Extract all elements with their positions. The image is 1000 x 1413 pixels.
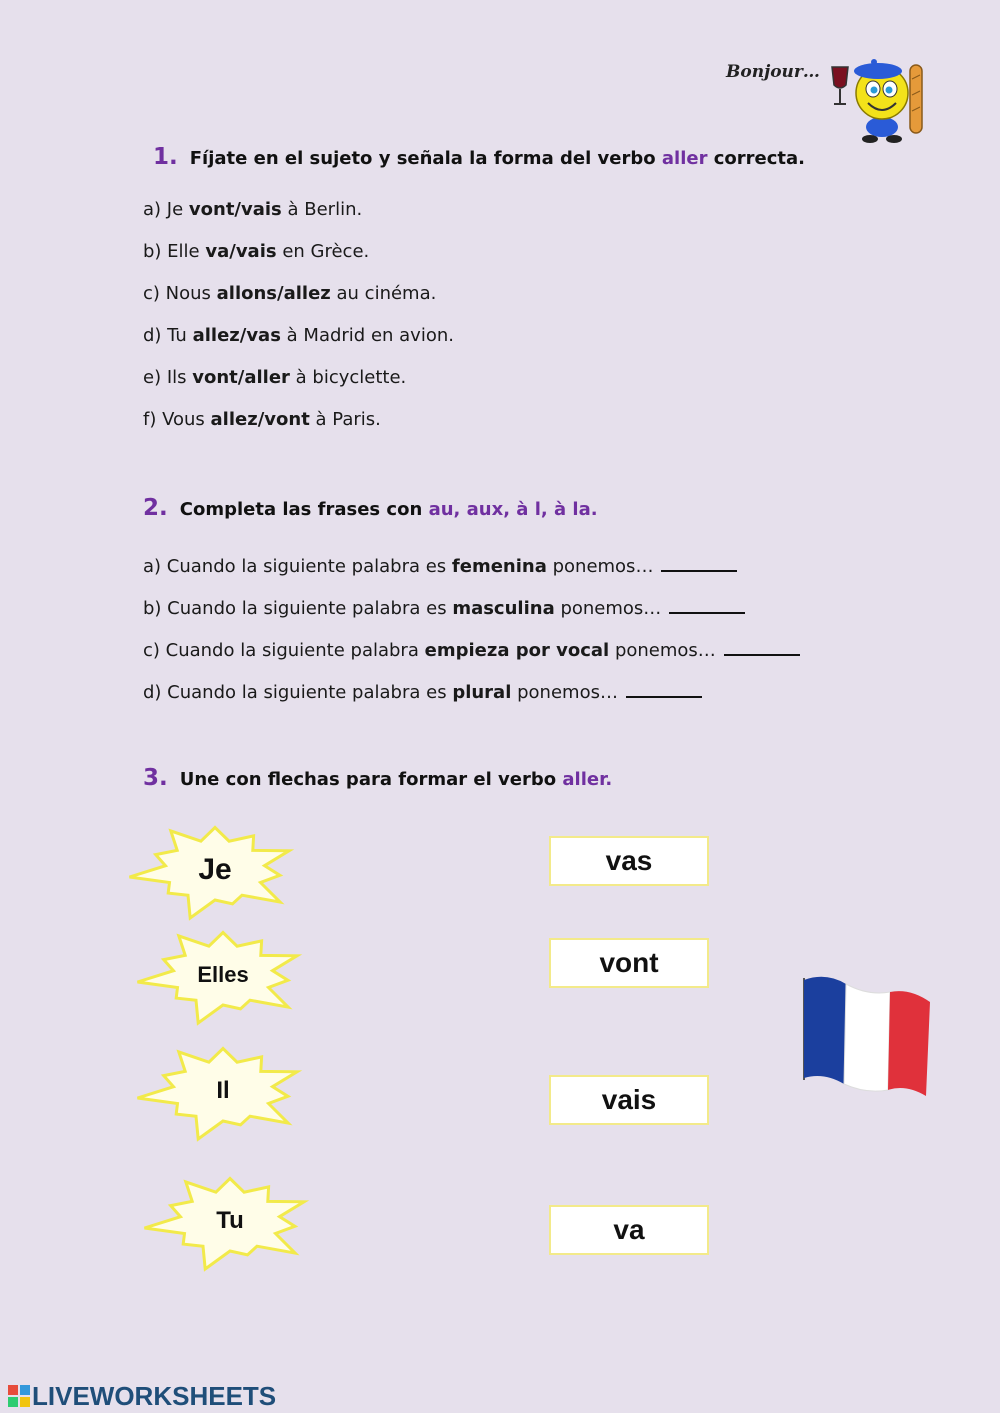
brand-text: LIVEWORKSHEETS bbox=[32, 1380, 277, 1411]
item-suffix: ponemos… bbox=[552, 556, 654, 577]
item-suffix: à Paris. bbox=[315, 409, 381, 430]
item-keyword: masculina bbox=[452, 598, 555, 619]
section1-number: 1. bbox=[153, 144, 178, 170]
item-suffix: au cinéma. bbox=[336, 283, 437, 304]
verb-box-vas[interactable]: vas bbox=[549, 836, 709, 886]
item-suffix: ponemos… bbox=[517, 682, 618, 703]
answer-blank[interactable] bbox=[661, 554, 737, 572]
section1-item bbox=[143, 283, 436, 304]
liveworksheets-logo-icon bbox=[8, 1385, 30, 1407]
item-keyword: plural bbox=[452, 682, 512, 703]
item-prefix: d) Cuando la siguiente palabra es bbox=[143, 682, 447, 703]
subject-burst-elles[interactable] bbox=[128, 920, 318, 1030]
section1-item bbox=[143, 199, 362, 220]
item-prefix: c) Nous bbox=[143, 283, 211, 304]
item-prefix: a) Cuando la siguiente palabra es bbox=[143, 556, 447, 577]
verb-box-va[interactable]: va bbox=[549, 1205, 709, 1255]
greeting-text: Bonjour… bbox=[726, 62, 820, 82]
france-flag-icon bbox=[798, 972, 938, 1102]
section1-item bbox=[143, 325, 454, 346]
section2-item bbox=[143, 554, 737, 577]
section2-item bbox=[143, 638, 800, 661]
verb-options[interactable]: va/vais bbox=[205, 241, 277, 262]
item-suffix: à bicyclette. bbox=[295, 367, 407, 388]
section3-number: 3. bbox=[143, 765, 168, 791]
section2-number: 2. bbox=[143, 495, 168, 521]
subject-burst-tu[interactable] bbox=[135, 1166, 325, 1276]
section2-item bbox=[143, 596, 745, 619]
answer-blank[interactable] bbox=[669, 596, 745, 614]
verb-box-vais[interactable]: vais bbox=[549, 1075, 709, 1125]
section1-item bbox=[143, 367, 406, 388]
section1-title: Fíjate en el sujeto y señala la forma del verbo bbox=[189, 148, 656, 169]
item-prefix: d) Tu bbox=[143, 325, 187, 346]
section3-title: Une con flechas para formar el verbo bbox=[179, 769, 557, 790]
item-keyword: femenina bbox=[451, 556, 547, 577]
subject-burst-je[interactable] bbox=[120, 815, 310, 925]
item-suffix: à Berlin. bbox=[287, 199, 363, 220]
section2-heading bbox=[143, 495, 598, 521]
item-suffix: en Grèce. bbox=[282, 241, 370, 262]
section3-title-highlight: aller. bbox=[562, 769, 613, 790]
section2-item bbox=[143, 680, 702, 703]
answer-blank[interactable] bbox=[724, 638, 800, 656]
section2-title: Completa las frases con bbox=[179, 499, 423, 520]
subject-label: Il bbox=[216, 1077, 230, 1104]
liveworksheets-brand bbox=[8, 1381, 276, 1411]
section2-title-highlight: au, aux, à l, à la. bbox=[428, 499, 598, 520]
item-prefix: e) Ils bbox=[143, 367, 187, 388]
french-mascot-icon bbox=[826, 55, 930, 145]
item-prefix: a) Je bbox=[143, 199, 184, 220]
section1-title-end: correcta. bbox=[713, 148, 805, 169]
item-prefix: b) Cuando la siguiente palabra es bbox=[143, 598, 447, 619]
verb-options[interactable]: vont/aller bbox=[192, 367, 290, 388]
verb-options[interactable]: allez/vas bbox=[192, 325, 281, 346]
section1-item bbox=[143, 409, 381, 430]
item-prefix: c) Cuando la siguiente palabra bbox=[143, 640, 419, 661]
section3-heading bbox=[143, 765, 612, 791]
subject-label: Je bbox=[198, 853, 232, 886]
section1-title-highlight: aller bbox=[661, 148, 708, 169]
verb-options[interactable]: allez/vont bbox=[210, 409, 310, 430]
item-suffix: à Madrid en avion. bbox=[286, 325, 454, 346]
subject-label: Tu bbox=[216, 1207, 244, 1234]
verb-box-vont[interactable]: vont bbox=[549, 938, 709, 988]
item-suffix: ponemos… bbox=[560, 598, 662, 619]
item-suffix: ponemos… bbox=[614, 640, 716, 661]
verb-options[interactable]: allons/allez bbox=[216, 283, 331, 304]
item-prefix: b) Elle bbox=[143, 241, 200, 262]
answer-blank[interactable] bbox=[626, 680, 702, 698]
section1-heading bbox=[153, 144, 805, 170]
item-prefix: f) Vous bbox=[143, 409, 205, 430]
subject-burst-il[interactable] bbox=[128, 1036, 318, 1146]
item-keyword: empieza por vocal bbox=[424, 640, 610, 661]
subject-label: Elles bbox=[197, 962, 249, 987]
section1-item bbox=[143, 241, 369, 262]
verb-options[interactable]: vont/vais bbox=[188, 199, 282, 220]
